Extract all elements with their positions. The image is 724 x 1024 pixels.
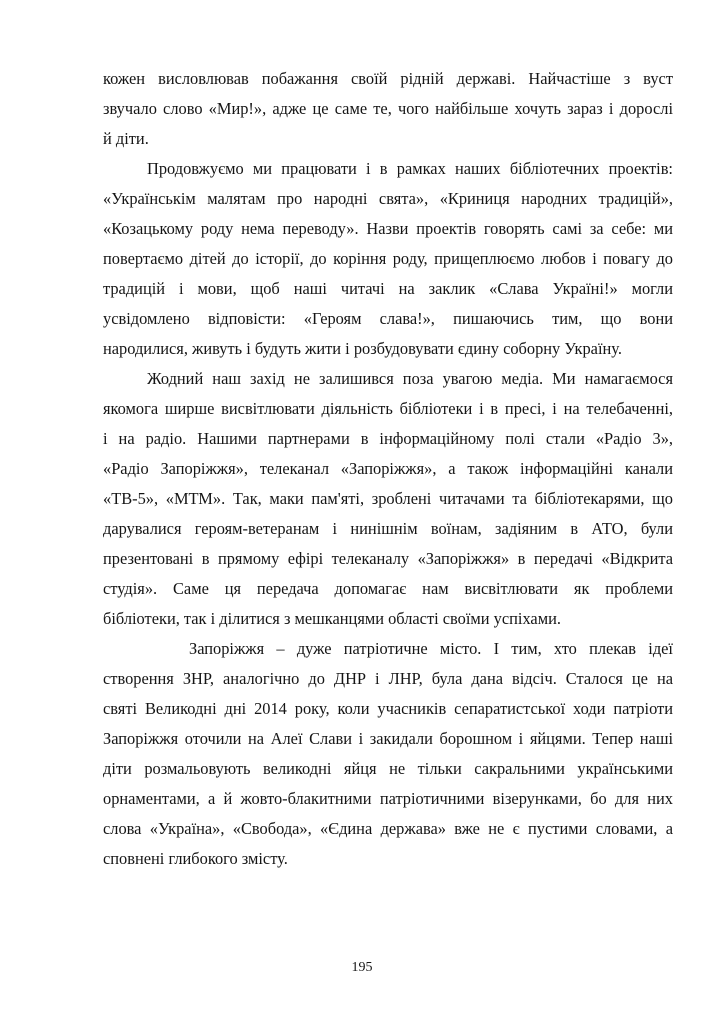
text-line: традицій і мови, щоб наші читачі на заклик «Слава Україні!» могли [103, 279, 673, 298]
text-line: презентовані в прямому ефірі телеканалу «Запоріжжя» в передачі «Відкрита [103, 549, 673, 568]
text-line: Жодний наш захід не залишився поза увагою медіа. Ми намагаємося [147, 369, 673, 388]
text-line: «Радіо Запоріжжя», телеканал «Запоріжжя», а також інформаційні канали [103, 459, 673, 478]
text-line: усвідомлено відповісти: «Героям слава!», пишаючись тим, що вони [103, 309, 673, 328]
text-line: Продовжуємо ми працювати і в рамках наших бібліотечних проектів: [147, 159, 673, 178]
text-line: кожен висловлював побажання своїй рідній державі. Найчастіше з вуст [103, 69, 673, 88]
text-line: бібліотеки, так і ділитися з мешканцями області своїми успіхами. [103, 609, 561, 628]
text-line: створення ЗНР, аналогічно до ДНР і ЛНР, була дана відсіч. Сталося це на [103, 669, 673, 688]
text-line: орнаментами, а й жовто-блакитними патріотичними візерунками, бо для них [103, 789, 673, 808]
text-line: слова «Україна», «Свобода», «Єдина держава» вже не є пустими словами, а [103, 819, 673, 838]
text-line: студія». Саме ця передача допомагає нам висвітлювати як проблеми [103, 579, 673, 598]
text-line: повертаємо дітей до історії, до коріння роду, прищеплюємо любов і повагу до [103, 249, 673, 268]
text-line: сповнені глибокого змісту. [103, 849, 288, 868]
text-line: «Козацькому роду нема переводу». Назви проектів говорять самі за себе: ми [103, 219, 673, 238]
text-line: народилися, живуть і будуть жити і розбудовувати єдину соборну Україну. [103, 339, 622, 358]
text-line: дарувалися героям-ветеранам і нинішнім воїнам, задіяним в АТО, були [103, 519, 673, 538]
text-line: й діти. [103, 129, 149, 148]
text-line: Запоріжжя оточили на Алеї Слави і закидали борошном і яйцями. Тепер наші [103, 729, 673, 748]
text-line: якомога ширше висвітлювати діяльність бібліотеки і в пресі, і на телебаченні, [103, 399, 673, 418]
text-line: і на радіо. Нашими партнерами в інформаційному полі стали «Радіо 3», [103, 429, 673, 448]
text-line: святі Великодні дні 2014 року, коли учасників сепаратистської ходи патріоти [103, 699, 673, 718]
page-number: 195 [351, 960, 373, 975]
text-line: діти розмальовують великодні яйця не тільки сакральними українськими [103, 759, 673, 778]
text-line: Запоріжжя – дуже патріотичне місто. І тим, хто плекав ідеї [189, 639, 673, 658]
text-line: «ТВ-5», «МТМ». Так, маки пам'яті, зроблені читачами та бібліотекарями, що [103, 489, 673, 508]
text-line: звучало слово «Мир!», адже це саме те, чого найбільше хочуть зараз і дорослі [103, 99, 673, 118]
text-line: «Українськім малятам про народні свята», «Криниця народних традицій», [103, 189, 673, 208]
